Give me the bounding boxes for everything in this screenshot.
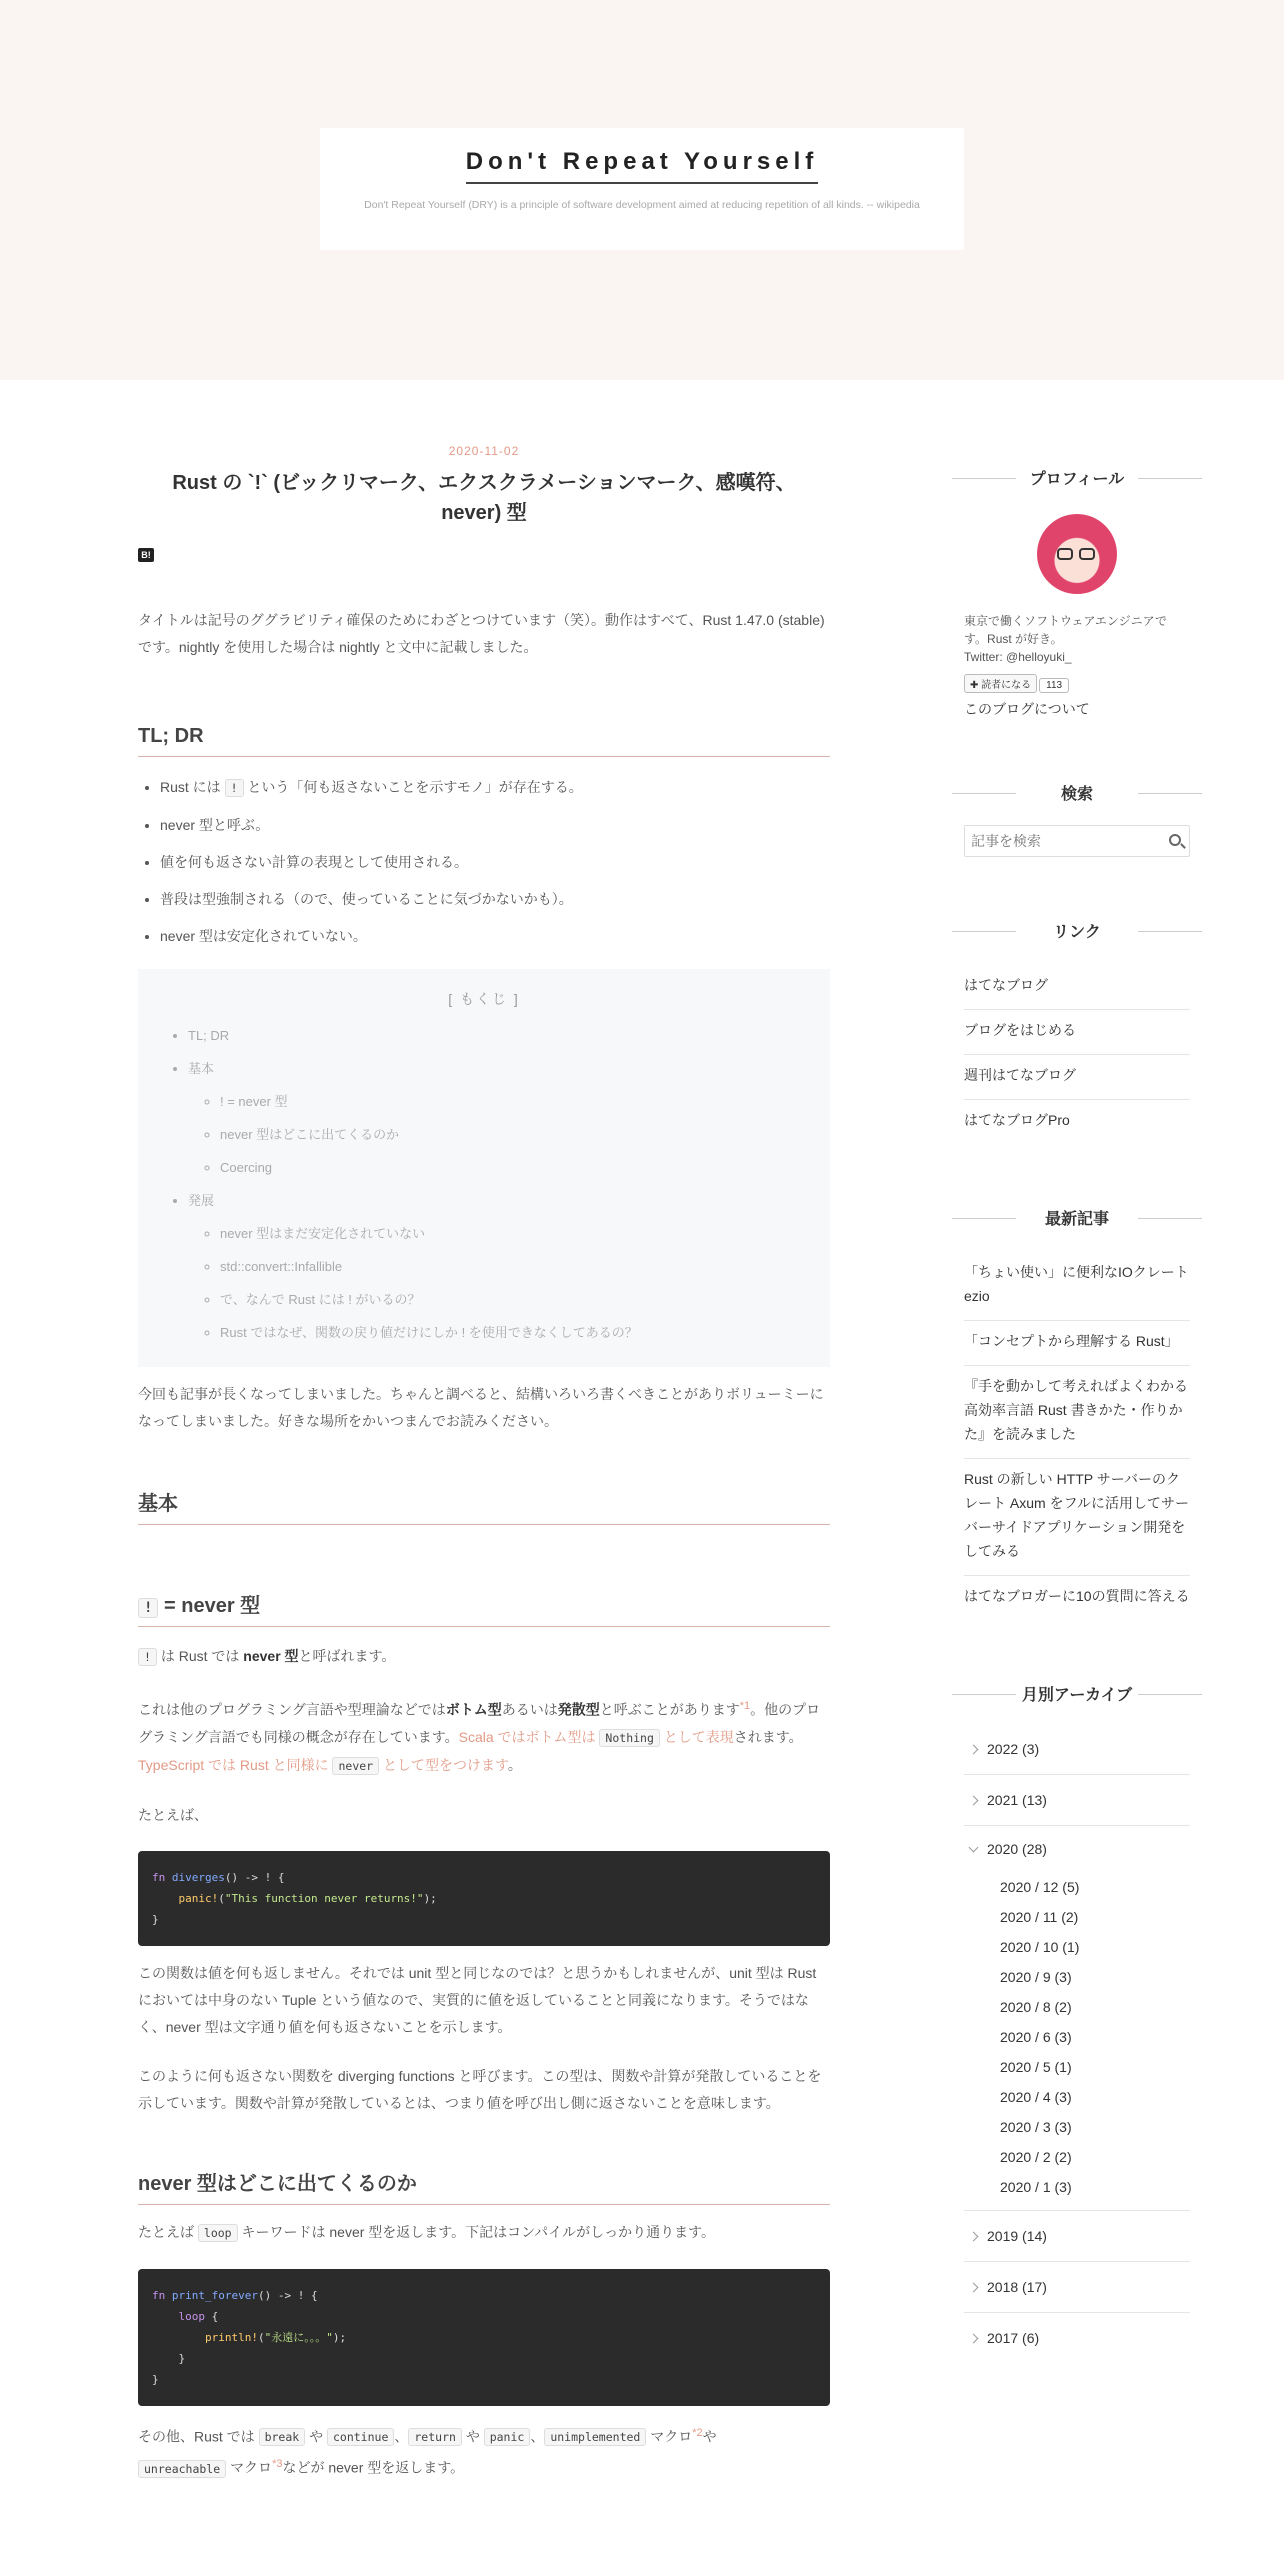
chevron-right-icon [969, 2334, 979, 2344]
chevron-right-icon [969, 1745, 979, 1755]
archive-year-2018[interactable] [964, 2262, 1190, 2313]
list-item-text: という「何も返さないことを示すモノ」が存在する。 [247, 779, 583, 795]
link-item[interactable]: ブログをはじめる [964, 1010, 1190, 1055]
widget-title-links: リンク [952, 919, 1202, 945]
toc-item-unstable[interactable]: ◦ never 型はまだ安定化されていない [220, 1217, 830, 1250]
inline-code: Nothing [599, 1729, 659, 1747]
text: マクロ [230, 2459, 273, 2476]
footnote-link[interactable]: *2 [692, 2426, 703, 2439]
paragraph: このように何も返さない関数を diverging functions と呼びます。この型は、関数や計算が発散していることを示しています。関数や計算が発散しているとは、つまり値を呼び出し側に返さないことを意味します。 [138, 2067, 822, 2111]
code-string: "This function never returns!" [224, 1891, 424, 1905]
archive-widget [952, 1724, 1202, 2364]
heading-text: = never 型 [164, 1595, 261, 1617]
heading-where: never 型はどこに出てくるのか [138, 2167, 830, 2205]
recent-widget [952, 1252, 1202, 1620]
text: その他、Rust では [138, 2428, 255, 2445]
archive-month[interactable]: 2020 / 4 (3) [1000, 2089, 1072, 2105]
toc-item-coercing[interactable]: ◦ Coercing [220, 1151, 830, 1184]
text: は Rust では [160, 1648, 240, 1664]
code-macro: panic! [178, 1891, 219, 1905]
text: と呼ぶことがあります [599, 1701, 740, 1718]
blog-header [0, 0, 1284, 380]
inline-code: panic [484, 2428, 531, 2446]
inline-code: ! [138, 1648, 157, 1666]
glasses-icon [1079, 548, 1095, 560]
hatena-bookmark-icon[interactable]: B! [138, 548, 154, 562]
footnote-link[interactable]: *3 [272, 2458, 283, 2471]
text: 、 [394, 2428, 409, 2445]
link-item[interactable]: はてなブログPro [964, 1112, 1070, 1128]
archive-year-2021[interactable] [964, 1775, 1190, 1826]
archive-month[interactable]: 2020 / 1 (3) [1000, 2179, 1072, 2195]
archive-year-label: 2019 (14) [987, 2228, 1047, 2244]
profile-description: 東京で働くソフトウェアエンジニアです。Rust が好き。 [964, 614, 1167, 646]
code-text: () -> ! { [257, 2288, 318, 2302]
chevron-down-icon [969, 1843, 979, 1853]
search-input[interactable] [965, 826, 1155, 856]
main-content [138, 444, 830, 2483]
text: 。他のプログラミング言語でも同様の概念が存在しています。 [138, 1701, 821, 1745]
inline-code: never [332, 1757, 379, 1775]
code-keyword: fn [152, 1870, 166, 1884]
inline-code: loop [198, 2224, 238, 2242]
link-item[interactable]: 週刊はてなブログ [964, 1055, 1190, 1100]
recent-post-item[interactable]: はてなブロガーに10の質問に答える [964, 1588, 1190, 1604]
text: と呼ばれます。 [298, 1648, 396, 1664]
subscribe-button[interactable]: ✚ 読者になる [964, 674, 1037, 693]
archive-year-label: 2020 (28) [987, 1841, 1047, 1857]
code-macro: println! [204, 2330, 258, 2344]
code-function: print_forever [171, 2288, 258, 2302]
sidebar [952, 466, 1202, 2364]
code-text: ); [332, 2330, 347, 2344]
after-toc-paragraph: 今回も記事が長くなってしまいました。ちゃんと調べると、結構いろいろ書くべきことがありボリューミーになってしまいました。好きな場所をかいつまんでお読みください。 [138, 1386, 824, 1429]
code-text: } [152, 2372, 159, 2386]
inline-code: ! [225, 779, 244, 797]
blog-description: Don't Repeat Yourself (DRY) is a principle of software development aimed at reducing repetition of all kinds. -- wikipedia [364, 199, 920, 211]
toc-item-tldr[interactable]: • TL; DR [188, 1019, 830, 1052]
inline-code: break [259, 2428, 306, 2446]
recent-post-item[interactable]: 「ちょい使い」に便利なIOクレート ezio [964, 1252, 1190, 1321]
paragraph [138, 1693, 830, 1780]
archive-year-2022[interactable] [964, 1724, 1190, 1775]
footnote-link[interactable]: *1 [739, 1700, 751, 1712]
list-item: • never 型と呼ぶ。 [160, 807, 830, 844]
archive-month[interactable]: 2020 / 9 (3) [1000, 1969, 1072, 1985]
toc-item-why[interactable]: ◦ で、なんで Rust には ! がいるの？ [220, 1283, 830, 1316]
list-item [160, 769, 830, 807]
archive-year-2020-group [964, 1826, 1190, 2211]
reader-count[interactable]: 113 [1039, 678, 1069, 693]
code-function: diverges [171, 1870, 225, 1884]
link-item[interactable]: はてなブログ [964, 965, 1190, 1010]
text: たとえば [138, 2223, 194, 2240]
toc-item-why-return-only[interactable]: ◦ Rust ではなぜ、関数の戻り値だけにしか ! を使用できなくしてあるの？ [220, 1316, 830, 1349]
text: マクロ [650, 2428, 693, 2445]
text: や [465, 2428, 480, 2445]
search-icon[interactable] [1169, 834, 1181, 846]
text: されます。 [733, 1728, 803, 1745]
scala-link[interactable] [459, 1729, 734, 1745]
chevron-right-icon [969, 2232, 979, 2242]
toc-item-infallible[interactable]: ◦ std::convert::Infallible [220, 1250, 830, 1283]
heading-basic: 基本 [138, 1487, 830, 1525]
archive-month[interactable]: 2020 / 5 (1) [1000, 2059, 1072, 2075]
code-block[interactable]: fn diverges() -> ! { panic!("This function never returns!"); } [138, 1851, 830, 1946]
archive-year-2020[interactable] [964, 1826, 1190, 1872]
links-widget [952, 965, 1202, 1144]
search-form [964, 825, 1190, 857]
toc-item-basic[interactable]: 基本 [188, 1061, 215, 1076]
archive-month[interactable]: 2020 / 8 (2) [1000, 1999, 1072, 2015]
recent-post-item[interactable]: 『手を動かして考えればよくわかる 高効率言語 Rust 書きかた・作りかた』を読みました [964, 1366, 1190, 1459]
archive-year-2019[interactable] [964, 2211, 1190, 2262]
inline-code: return [408, 2428, 462, 2446]
link-text: TypeScript では Rust と同様に [138, 1756, 329, 1773]
archive-year-label: 2021 (13) [987, 1792, 1047, 1808]
typescript-link[interactable] [138, 1757, 508, 1773]
code-text: { [205, 2309, 219, 2323]
text: 、 [530, 2428, 545, 2445]
archive-year-label: 2017 (6) [987, 2330, 1040, 2346]
inline-code: unreachable [138, 2460, 226, 2478]
text: あるいは [501, 1701, 558, 1718]
profile-widget [952, 514, 1202, 719]
profile-twitter[interactable]: Twitter: @helloyuki_ [964, 650, 1072, 664]
text: や [702, 2428, 717, 2445]
code-text: } [178, 2351, 186, 2365]
recent-post-item[interactable]: 「コンセプトから理解する Rust」 [964, 1321, 1190, 1366]
heading-tldr: TL; DR [138, 725, 830, 757]
link-text: Scala ではボトム型は [458, 1728, 596, 1745]
widget-title-search: 検索 [952, 781, 1202, 807]
widget-title-recent: 最新記事 [952, 1206, 1202, 1232]
heading-never-type [138, 1589, 830, 1627]
chevron-right-icon [969, 2283, 979, 2293]
inline-code: ! [138, 1598, 158, 1618]
text: これは他のプログラミング言語や型理論などでは [138, 1701, 446, 1718]
text: などが never 型を返します。 [282, 2459, 465, 2476]
code-keyword: fn [152, 2288, 166, 2302]
paragraph: この関数は値を何も返しません。それでは unit 型と同じなのでは？と思うかもしれませんが、unit 型は Rust においては中身のない Tuple という値なので、実質的に値を返していることと同義になります。そうではなく、never 型は文字通り値を何も返さないことを示します。 [138, 1964, 817, 2035]
archive-month[interactable]: 2020 / 11 (2) [1000, 1909, 1079, 1925]
list-item-text: Rust には [160, 779, 221, 795]
code-keyword: loop [178, 2309, 205, 2323]
post-title[interactable]: Rust の `!` (ビックリマーク、エクスクラメーションマーク、感嘆符、never) 型 [172, 472, 796, 524]
toc-item-advanced[interactable]: 発展 [188, 1193, 215, 1208]
blog-title[interactable]: Don't Repeat Yourself [466, 148, 819, 184]
glasses-icon [1057, 548, 1073, 560]
text: 。 [507, 1756, 522, 1773]
inline-code: unimplemented [544, 2428, 646, 2446]
about-blog-link[interactable]: このブログについて [964, 701, 1090, 717]
link-text: として型をつけます [383, 1756, 508, 1773]
chevron-right-icon [969, 1796, 979, 1806]
archive-month[interactable]: 2020 / 10 (1) [1000, 1939, 1080, 1955]
archive-month[interactable]: 2020 / 3 (3) [1000, 2119, 1072, 2135]
code-block[interactable]: fn print_forever() -> ! { loop { println!("永遠に。。。"); } } [138, 2269, 830, 2406]
archive-month[interactable]: 2020 / 12 (5) [1000, 1879, 1080, 1895]
widget-title-profile: プロフィール [952, 466, 1202, 492]
code-text: ); [423, 1891, 437, 1905]
inline-code: continue [327, 2428, 394, 2446]
list-item: • 普段は型強制される（ので、使っていることに気づかないかも）。 [160, 881, 830, 918]
reader-row [964, 674, 1190, 693]
code-string: "永遠に。。。" [264, 2330, 333, 2344]
header-card [320, 128, 964, 250]
archive-year-label: 2022 (3) [987, 1741, 1040, 1757]
link-text: として表現 [663, 1728, 734, 1745]
list-item: • 値を何も返さない計算の表現として使用される。 [160, 844, 830, 881]
paragraph: たとえば、 [138, 1806, 208, 1823]
archive-month[interactable]: 2020 / 2 (2) [1000, 2149, 1072, 2165]
archive-year-2017[interactable] [964, 2313, 1190, 2364]
toc-title: [ もくじ ] [448, 991, 520, 1007]
list-item: • never 型は安定化されていない。 [160, 918, 830, 955]
paragraph [138, 2420, 830, 2483]
text: や [309, 2428, 324, 2445]
bold-text: ボトム型 [445, 1701, 502, 1718]
code-text: } [152, 1912, 159, 1926]
paragraph [138, 2219, 830, 2247]
text: キーワードは never 型を返します。下記はコンパイルがしっかり通ります。 [241, 2223, 716, 2240]
intro-paragraph: タイトルは記号のググラビリティ確保のためにわざとつけています（笑）。動作はすべて、Rust 1.47.0 (stable) です。nightly を使用した場合は nightly と文中に記載しました。 [138, 612, 825, 655]
archive-year-label: 2018 (17) [987, 2279, 1047, 2295]
bold-text: 発散型 [557, 1701, 600, 1718]
paragraph [138, 1643, 830, 1671]
avatar[interactable] [1037, 514, 1117, 594]
search-widget [952, 825, 1202, 857]
table-of-contents [138, 969, 830, 1367]
toc-item-never-type[interactable]: ◦ ! = never 型 [220, 1085, 830, 1118]
bold-text: never 型 [243, 1648, 299, 1664]
post-date[interactable]: 2020-11-02 [448, 444, 520, 458]
tldr-list [138, 769, 830, 955]
toc-item-where[interactable]: ◦ never 型はどこに出てくるのか [220, 1118, 830, 1151]
code-text: () -> ! { [224, 1870, 285, 1884]
archive-month[interactable]: 2020 / 6 (3) [1000, 2029, 1072, 2045]
widget-title-archive: 月別アーカイブ [952, 1682, 1202, 1708]
recent-post-item[interactable]: Rust の新しい HTTP サーバーのクレート Axum をフルに活用してサーバーサイドアプリケーション開発をしてみる [964, 1459, 1190, 1576]
